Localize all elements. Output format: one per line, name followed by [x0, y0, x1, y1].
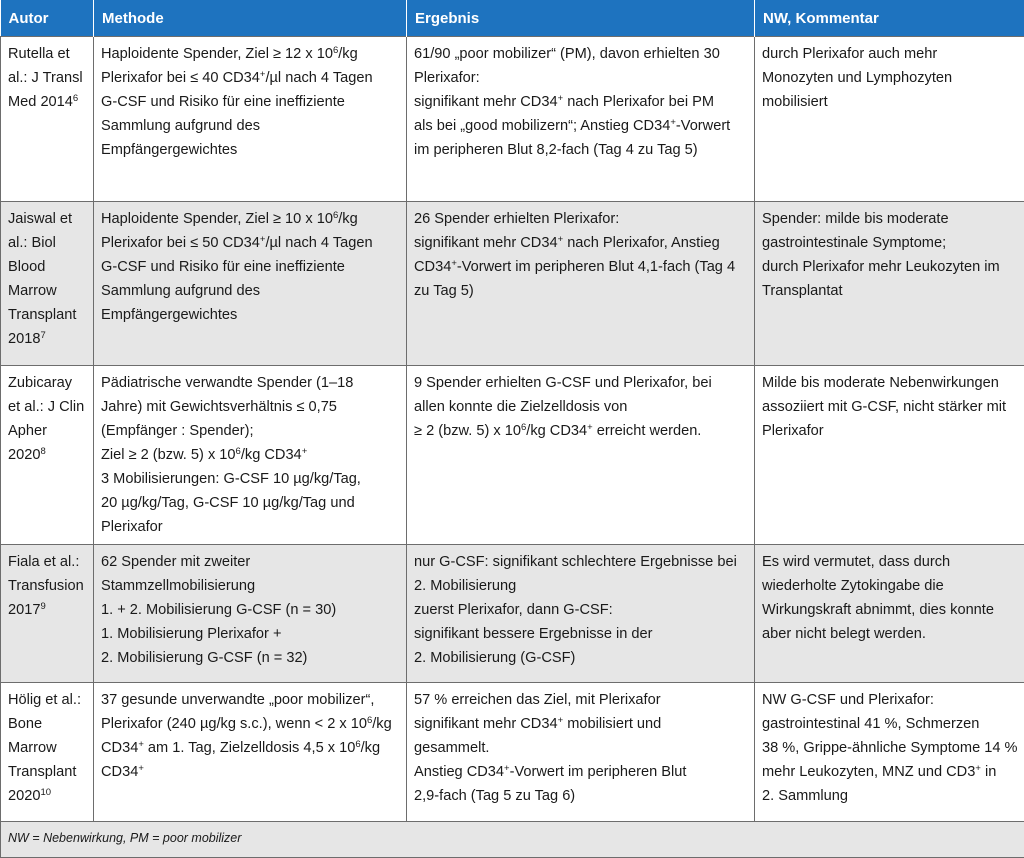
cell-line: et al.: J Clin — [8, 395, 86, 419]
cell-line: Pädiatrische verwandte Spender (1–18 — [101, 371, 399, 395]
superscript: + — [504, 763, 510, 774]
cell-line: 2017$^9$ — [8, 598, 86, 622]
cell-line: Rutella et — [8, 42, 86, 66]
superscript: 6 — [333, 45, 338, 56]
cell-line: CD34+-Vorwert im peripheren Blut 4,1-fach (Tag 4 — [414, 255, 747, 279]
cell-line: 20 µg/kg/Tag, G-CSF 10 µg/kg/Tag und — [101, 491, 399, 515]
cell-line: gesammelt. — [414, 736, 747, 760]
cell-methode — [94, 683, 407, 822]
cell-line: Marrow — [8, 736, 86, 760]
table-row — [1, 202, 1024, 366]
cell-line: Milde bis moderate Nebenwirkungen — [762, 371, 1017, 395]
cell-line: 2. Sammlung — [762, 784, 1017, 808]
cell-line: nur G-CSF: signifikant schlechtere Ergebnisse bei — [414, 550, 747, 574]
cell-line: G-CSF und Risiko für eine ineffiziente — [101, 90, 399, 114]
footnote-row — [1, 822, 1024, 858]
cell-line: NW G-CSF und Plerixafor: — [762, 688, 1017, 712]
cell-line: Haploidente Spender, Ziel ≥ 10 x $10^6/kg$ — [101, 207, 399, 231]
header-row — [1, 0, 1024, 37]
cell-ergebnis — [407, 545, 755, 683]
cell-line: Transplant — [8, 303, 86, 327]
superscript: + — [302, 446, 308, 457]
cell-line: gastrointestinal 41 %, Schmerzen — [762, 712, 1017, 736]
cell-ergebnis — [407, 37, 755, 202]
cell-line: 61/90 „poor mobilizer“ (PM), davon erhielten 30 — [414, 42, 747, 66]
footnote: NW = Nebenwirkung, PM = poor mobilizer — [1, 822, 1024, 858]
cell-line: signifikant mehr CD34+ mobilisiert und — [414, 712, 747, 736]
cell-line: 1. Mobilisierung Plerixafor + — [101, 622, 399, 646]
cell-line: allen konnte die Zielzelldosis von — [414, 395, 747, 419]
cell-line: aber nicht belegt werden. — [762, 622, 1017, 646]
cell-line: Es wird vermutet, dass durch — [762, 550, 1017, 574]
cell-line: (Empfänger : Spender); — [101, 419, 399, 443]
cell-line: Fiala et al.: — [8, 550, 86, 574]
cell-kommentar — [755, 545, 1024, 683]
cell-line: mehr Leukozyten, MNZ und CD3+ in — [762, 760, 1017, 784]
superscript: + — [558, 234, 564, 245]
cell-line: Hölig et al.: — [8, 688, 86, 712]
superscript: 6 — [521, 422, 526, 433]
cell-autor — [1, 366, 94, 545]
superscript: 6 — [236, 446, 241, 457]
cell-line: 3 Mobilisierungen: G-CSF 10 µg/kg/Tag, — [101, 467, 399, 491]
cell-line: mobilisiert — [762, 90, 1017, 114]
superscript: + — [670, 117, 676, 128]
superscript: 6 — [355, 739, 360, 750]
superscript: + — [975, 763, 981, 774]
superscript: 6 — [367, 715, 372, 726]
cell-kommentar — [755, 683, 1024, 822]
superscript: + — [558, 715, 564, 726]
cell-line: Jahre) mit Gewichtsverhältnis ≤ 0,75 — [101, 395, 399, 419]
cell-line: Haploidente Spender, Ziel ≥ 12 x $10^6/kg$ — [101, 42, 399, 66]
cell-line: Transplant — [8, 760, 86, 784]
cell-line: Transplantat — [762, 279, 1017, 303]
cell-line: 37 gesunde unverwandte „poor mobilizer“, — [101, 688, 399, 712]
cell-line: durch Plerixafor mehr Leukozyten im — [762, 255, 1017, 279]
superscript: + — [138, 739, 144, 750]
cell-autor — [1, 202, 94, 366]
table-row — [1, 545, 1024, 683]
cell-ergebnis — [407, 202, 755, 366]
cell-line: 2. Mobilisierung G-CSF (n = 32) — [101, 646, 399, 670]
superscript: + — [451, 258, 457, 269]
cell-line: Empfängergewichtes — [101, 303, 399, 327]
table-row — [1, 366, 1024, 545]
superscript: 10 — [40, 787, 51, 798]
cell-methode — [94, 202, 407, 366]
cell-line: im peripheren Blut 8,2-fach (Tag 4 zu Tag 5) — [414, 138, 747, 162]
cell-line: Plerixafor — [101, 515, 399, 539]
superscript: 7 — [40, 330, 45, 341]
cell-autor — [1, 683, 94, 822]
cell-line: zuerst Plerixafor, dann G-CSF: — [414, 598, 747, 622]
cell-line: als bei „good mobilizern“; Anstieg CD34+-Vorwert — [414, 114, 747, 138]
header-methode: Methode — [94, 0, 407, 37]
cell-line: al.: J Transl — [8, 66, 86, 90]
superscript: 6 — [73, 93, 78, 104]
cell-line: Ziel ≥ 2 (bzw. 5) x $10^6/kg$ CD34+ — [101, 443, 399, 467]
cell-line: 57 % erreichen das Ziel, mit Plerixafor — [414, 688, 747, 712]
cell-line: Sammlung aufgrund des — [101, 279, 399, 303]
cell-line: 2018$^7$ — [8, 327, 86, 351]
cell-line: Bone — [8, 712, 86, 736]
cell-line: 2020$^8$ — [8, 443, 86, 467]
cell-line: 2. Mobilisierung — [414, 574, 747, 598]
cell-line: 38 %, Grippe-ähnliche Symptome 14 % — [762, 736, 1017, 760]
cell-methode — [94, 545, 407, 683]
cell-line: ≥ 2 (bzw. 5) x $10^6/kg$ CD34+ erreicht werden. — [414, 419, 747, 443]
cell-line: Marrow — [8, 279, 86, 303]
cell-line: 26 Spender erhielten Plerixafor: — [414, 207, 747, 231]
superscript: 6 — [333, 210, 338, 221]
cell-line: Transfusion — [8, 574, 86, 598]
cell-line: 2020$^{10}$ — [8, 784, 86, 808]
superscript: + — [587, 422, 593, 433]
cell-line: Plerixafor bei ≤ 50 CD34+/µl nach 4 Tagen — [101, 231, 399, 255]
cell-line: Spender: milde bis moderate — [762, 207, 1017, 231]
cell-line: Stammzellmobilisierung — [101, 574, 399, 598]
table-row — [1, 37, 1024, 202]
cell-line: Empfängergewichtes — [101, 138, 399, 162]
cell-line: al.: Biol — [8, 231, 86, 255]
cell-kommentar — [755, 366, 1024, 545]
cell-line: Monozyten und Lymphozyten — [762, 66, 1017, 90]
cell-line: Med 2014$^6$ — [8, 90, 86, 114]
header-ergebnis: Ergebnis — [407, 0, 755, 37]
cell-line: Jaiswal et — [8, 207, 86, 231]
cell-line: CD34+ — [101, 760, 399, 784]
cell-ergebnis — [407, 366, 755, 545]
cell-line: G-CSF und Risiko für eine ineffiziente — [101, 255, 399, 279]
cell-methode — [94, 37, 407, 202]
superscript: + — [260, 69, 266, 80]
cell-ergebnis — [407, 683, 755, 822]
cell-line: signifikant mehr CD34+ nach Plerixafor, Anstieg — [414, 231, 747, 255]
cell-line: 1. + 2. Mobilisierung G-CSF (n = 30) — [101, 598, 399, 622]
superscript: + — [260, 234, 266, 245]
cell-line: CD34+ am 1. Tag, Zielzelldosis 4,5 x $10^6/kg$ — [101, 736, 399, 760]
cell-kommentar — [755, 202, 1024, 366]
cell-line: Anstieg CD34+-Vorwert im peripheren Blut — [414, 760, 747, 784]
superscript: + — [138, 763, 144, 774]
superscript: 8 — [40, 446, 45, 457]
cell-line: Wirkungskraft abnimmt, dies konnte — [762, 598, 1017, 622]
cell-line: durch Plerixafor auch mehr — [762, 42, 1017, 66]
cell-line: Blood — [8, 255, 86, 279]
cell-line: signifikant mehr CD34+ nach Plerixafor bei PM — [414, 90, 747, 114]
cell-line: 2,9-fach (Tag 5 zu Tag 6) — [414, 784, 747, 808]
cell-autor — [1, 545, 94, 683]
table-row — [1, 683, 1024, 822]
header-autor: Autor — [1, 0, 94, 37]
cell-line: Zubicaray — [8, 371, 86, 395]
cell-line: wiederholte Zytokingabe die — [762, 574, 1017, 598]
cell-line: Plerixafor — [762, 419, 1017, 443]
superscript: 9 — [40, 601, 45, 612]
cell-line: Plerixafor: — [414, 66, 747, 90]
cell-autor — [1, 37, 94, 202]
cell-line: Sammlung aufgrund des — [101, 114, 399, 138]
cell-line: zu Tag 5) — [414, 279, 747, 303]
cell-line: gastrointestinale Symptome; — [762, 231, 1017, 255]
cell-kommentar — [755, 37, 1024, 202]
cell-line: Apher — [8, 419, 86, 443]
cell-line: assoziiert mit G-CSF, nicht stärker mit — [762, 395, 1017, 419]
superscript: + — [558, 93, 564, 104]
cell-line: Plerixafor (240 µg/kg s.c.), wenn < 2 x $10^6/kg$ — [101, 712, 399, 736]
cell-line: signifikant bessere Ergebnisse in der — [414, 622, 747, 646]
cell-line: 9 Spender erhielten G-CSF und Plerixafor, bei — [414, 371, 747, 395]
cell-methode — [94, 366, 407, 545]
header-kommentar: NW, Kommentar — [755, 0, 1024, 37]
cell-line: 2. Mobilisierung (G-CSF) — [414, 646, 747, 670]
cell-line: 62 Spender mit zweiter — [101, 550, 399, 574]
cell-line: Plerixafor bei ≤ 40 CD34+/µl nach 4 Tagen — [101, 66, 399, 90]
